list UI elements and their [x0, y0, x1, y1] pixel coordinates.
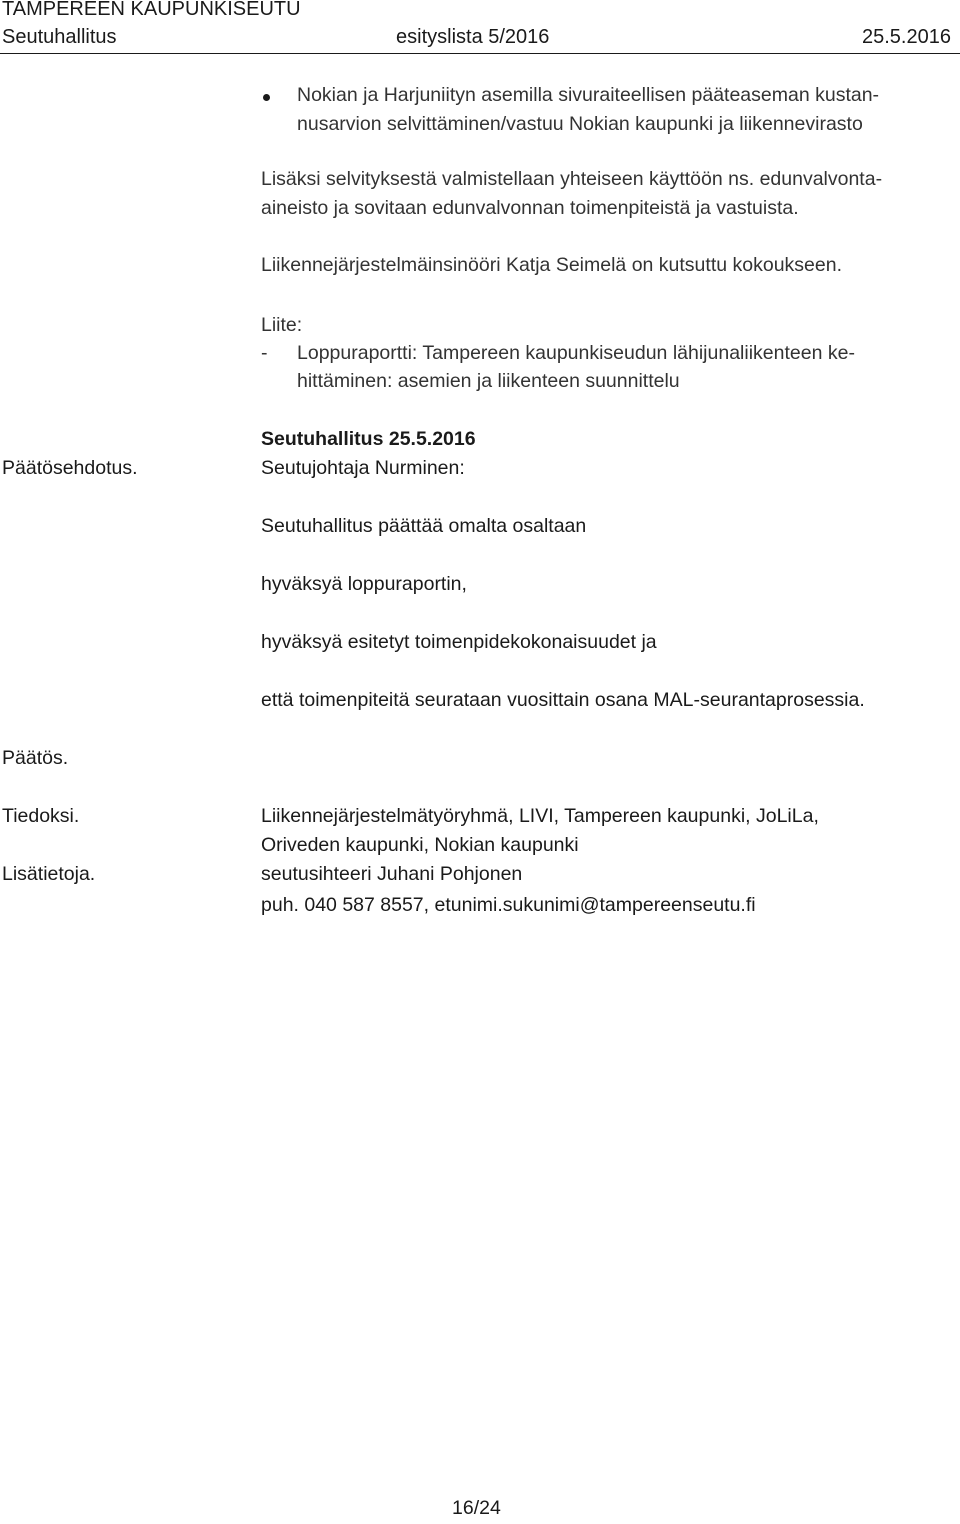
contact-line-1: seutusihteeri Juhani Pohjonen	[261, 863, 523, 885]
proposal-intro: Seutuhallitus päättää omalta osaltaan	[261, 515, 587, 537]
proposal-side-label: Päätösehdotus.	[2, 457, 138, 479]
page-number: 16/24	[452, 1497, 501, 1519]
header-doc: esityslista 5/2016	[396, 26, 550, 48]
proposal-meeting: Seutuhallitus 25.5.2016	[261, 428, 476, 450]
proposal-presenter: Seutujohtaja Nurminen:	[261, 457, 465, 479]
contact-label: Lisätietoja.	[2, 863, 96, 885]
contact-line-2: puh. 040 587 8557, etunimi.sukunimi@tampereenseutu.fi	[261, 894, 756, 916]
header-row	[0, 24, 960, 54]
proposal-item-1: hyväksyä loppuraportin,	[261, 573, 467, 595]
attachment-label: Liite:	[261, 314, 303, 336]
bullet-line-2: nusarvion selvittäminen/vastuu Nokian kaupunki ja liikennevirasto	[297, 113, 863, 135]
header-org: TAMPEREEN KAUPUNKISEUTU	[2, 0, 301, 20]
paragraph-edunvalvonta-line-2: aineisto ja sovitaan edunvalvonnan toimenpiteistä ja vastuista.	[261, 197, 799, 219]
info-line-2: Oriveden kaupunki, Nokian kaupunki	[261, 834, 579, 856]
bullet-dot	[263, 94, 270, 101]
bullet-line-1: Nokian ja Harjuniityn asemilla sivuraiteellisen pääteaseman kustan-	[297, 84, 880, 106]
attachment-line-2: hittäminen: asemien ja liikenteen suunnittelu	[297, 370, 680, 392]
header-body: Seutuhallitus	[2, 26, 117, 48]
header-date: 25.5.2016	[862, 26, 951, 48]
decision-label: Päätös.	[2, 747, 69, 769]
paragraph-edunvalvonta-line-1: Lisäksi selvityksestä valmistellaan yhteiseen käyttöön ns. edunvalvonta-	[261, 168, 883, 190]
attachment-dash: -	[261, 342, 268, 364]
attachment-line-1: Loppuraportti: Tampereen kaupunkiseudun lähijunaliikenteen ke-	[297, 342, 855, 364]
paragraph-invitee: Liikennejärjestelmäinsinööri Katja Seimelä on kutsuttu kokoukseen.	[261, 254, 842, 276]
info-label: Tiedoksi.	[2, 805, 80, 827]
proposal-item-3: että toimenpiteitä seurataan vuosittain osana MAL-seurantaprosessia.	[261, 689, 865, 711]
info-line-1: Liikennejärjestelmätyöryhmä, LIVI, Tampereen kaupunki, JoLiLa,	[261, 805, 819, 827]
proposal-item-2: hyväksyä esitetyt toimenpidekokonaisuudet ja	[261, 631, 657, 653]
